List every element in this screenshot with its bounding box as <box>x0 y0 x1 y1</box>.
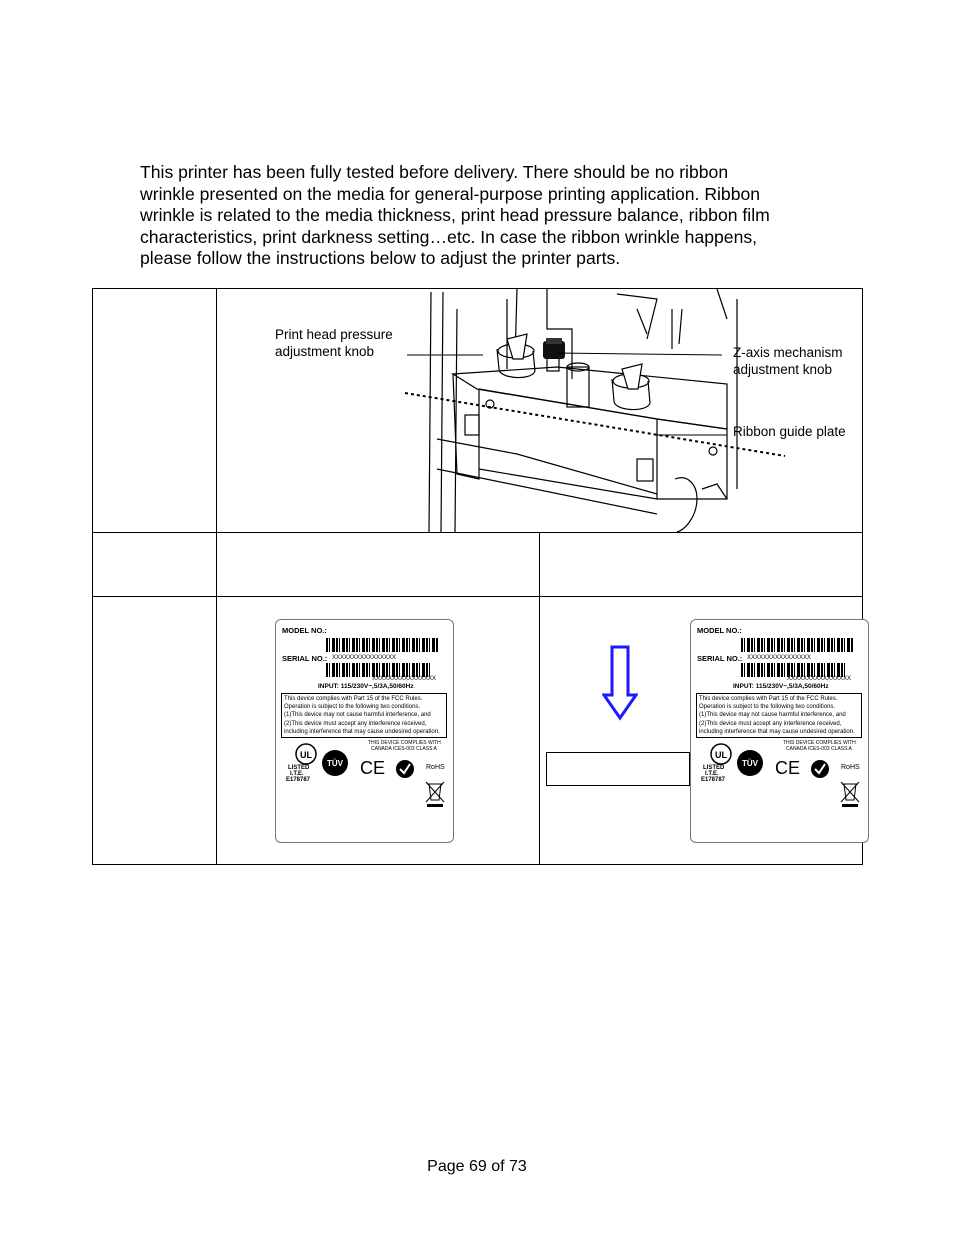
printer-mechanism-illustration <box>217 289 863 532</box>
ite-text: I.T.E. <box>290 771 304 778</box>
fcc-line: This device complies with Part 15 of the FCC Rules. <box>699 696 838 703</box>
callout-text: Print head pressure <box>275 327 393 342</box>
annotation-box <box>546 752 690 786</box>
callout-guide-plate: Ribbon guide plate <box>733 424 846 439</box>
callout-text: Z-axis mechanism <box>733 345 843 360</box>
input-rating-text: INPUT: 115/230V~,5/3A,50/60Hz <box>733 683 829 691</box>
intro-line: wrinkle is related to the media thickness, print head pressure balance, ribbon film <box>140 205 770 225</box>
barcode <box>326 638 438 652</box>
label-cell-right <box>540 597 863 865</box>
serial-value-text: XXXXXXXXXXXXXXXX <box>372 676 437 683</box>
serial-value-text: XXXXXXXXXXXXXXXX <box>747 655 812 662</box>
svg-text:TÜV: TÜV <box>327 759 343 769</box>
fcc-line: (1)This device may not cause harmful interference, and <box>699 712 846 719</box>
ite-text: I.T.E. <box>705 771 719 778</box>
wrinkle-table <box>92 288 863 865</box>
fcc-line: (2)This device must accept any interference received, <box>699 720 842 727</box>
serial-number-text: SERIAL NO.: <box>697 654 743 664</box>
callout-pressure-knob <box>275 327 393 360</box>
svg-text:TÜV: TÜV <box>742 759 758 769</box>
sample-label-left <box>275 619 454 843</box>
tuv-mark-icon <box>735 746 765 780</box>
fcc-line: Operation is subject to the following two conditions. <box>699 704 836 711</box>
callout-text: adjustment knob <box>275 343 375 359</box>
fcc-line: (1)This device may not cause harmful interference, and <box>284 712 431 719</box>
fcc-statement-box <box>281 693 447 738</box>
intro-line: characteristics, print darkness setting…etc. In case the ribbon wrinkle happens, <box>140 226 758 247</box>
weee-bin-icon <box>839 780 861 808</box>
page-number: Page 69 of 73 <box>427 1158 527 1175</box>
table-cell-empty <box>217 532 540 596</box>
svg-text:UL: UL <box>300 750 312 761</box>
rohs-text: RoHS <box>426 764 445 772</box>
canada-text: CANADA ICES-003 CLASS A <box>786 746 852 753</box>
fcc-line: This device complies with Part 15 of the FCC Rules. <box>284 696 423 703</box>
fcc-line: (2)This device must accept any interference received, <box>284 720 427 727</box>
serial-value-text: XXXXXXXXXXXXXXXX <box>787 676 852 683</box>
ul-file-text: E178787 <box>286 777 311 784</box>
fcc-line: including interference that may cause undesired operation. <box>699 728 855 735</box>
c-tick-icon <box>809 758 831 780</box>
barcode <box>741 663 845 677</box>
ul-file-text: E178787 <box>701 777 726 784</box>
serial-number-text: SERIAL NO.: <box>282 654 328 664</box>
tuv-mark-icon <box>320 746 350 780</box>
intro-line: wrinkle presented on the media for general-purpose printing application. Ribbon <box>140 183 761 204</box>
weee-bin-icon <box>424 780 446 808</box>
printer-diagram-cell <box>217 289 863 533</box>
table-cell-empty <box>93 597 217 865</box>
table-cell-empty <box>540 532 863 596</box>
canada-text: THIS DEVICE COMPLIES WITH <box>783 740 856 747</box>
callout-text: adjustment knob <box>733 361 833 377</box>
ce-mark: CE <box>360 758 386 779</box>
canada-text: THIS DEVICE COMPLIES WITH <box>368 740 441 747</box>
callout-z-axis-knob <box>733 345 843 378</box>
intro-paragraph <box>140 162 840 270</box>
label-cell-left <box>217 597 540 865</box>
fcc-line: including interference that may cause undesired operation. <box>284 728 440 735</box>
down-arrow-icon <box>602 645 638 721</box>
fcc-line: Operation is subject to the following two conditions. <box>284 704 421 711</box>
serial-value-text: XXXXXXXXXXXXXXXX <box>332 655 397 662</box>
svg-text:UL: UL <box>715 750 727 761</box>
sample-label-right <box>690 619 869 843</box>
intro-line: please follow the instructions below to adjust the printer parts. <box>140 248 621 268</box>
table-cell-empty <box>93 289 217 533</box>
c-tick-icon <box>394 758 416 780</box>
intro-line: This printer has been fully tested before delivery. There should be no ribbon <box>140 162 729 182</box>
input-rating-text: INPUT: 115/230V~,5/3A,50/60Hz <box>318 683 414 691</box>
model-number-text: MODEL NO.: <box>282 626 327 636</box>
rohs-text: RoHS <box>841 764 860 772</box>
table-cell-empty <box>93 532 217 596</box>
canada-text: CANADA ICES-003 CLASS A <box>371 746 437 753</box>
barcode <box>326 663 430 677</box>
listed-text: LISTED <box>703 765 725 772</box>
ce-mark: CE <box>775 758 801 779</box>
barcode <box>741 638 853 652</box>
model-number-text: MODEL NO.: <box>697 626 742 636</box>
listed-text: LISTED <box>288 765 310 772</box>
fcc-statement-box <box>696 693 862 738</box>
